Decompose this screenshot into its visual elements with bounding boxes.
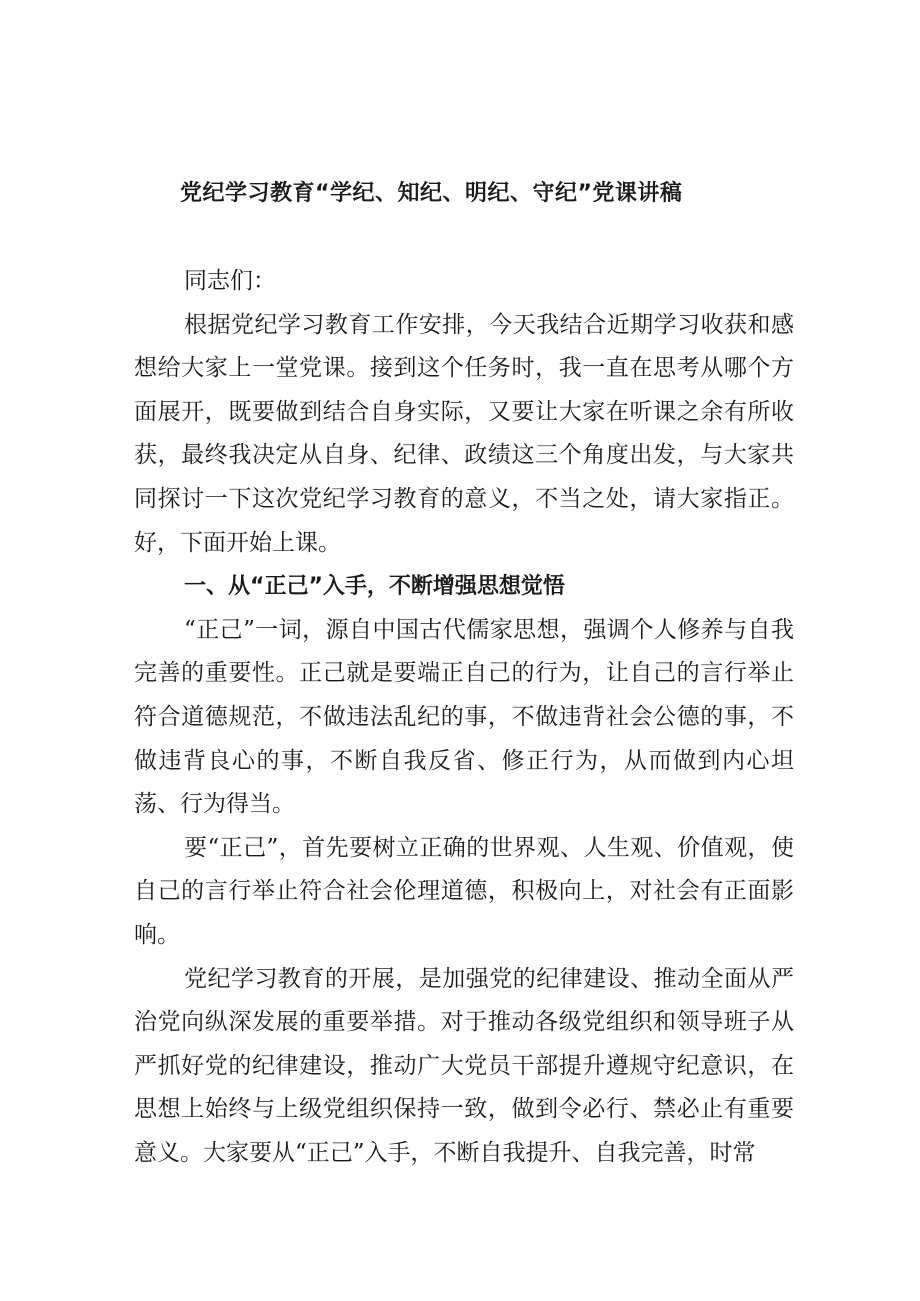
document-body	[134, 260, 794, 1175]
section-paragraph-2: 要“正己”，首先要树立正确的世界观、人生观、价值观，使自己的言行举止符合社会伦理道德，积极向上，对社会有正面影响。	[134, 834, 794, 948]
section-paragraph-3: 党纪学习教育的开展，是加强党的纪律建设、推动全面从严治党向纵深发展的重要举措。对于推动各级党组织和领导班子从严抓好党的纪律建设，推动广大党员干部提升遵规守纪意识，在思想上始终与上级党组织保持一致，做到令必行、禁必止有重要意义。大家要从“正己”入手，不断自我提升、自我完善，时常	[134, 965, 794, 1166]
section-paragraph-1: “正己”一词，源自中国古代儒家思想，强调个人修养与自我完善的重要性。正己就是要端正自己的行为，让自己的言行举止符合道德规范，不做违法乱纪的事，不做违背社会公德的事，不做违背良心的事，不断自我反省、修正行为，从而做到内心坦荡、行为得当。	[134, 616, 794, 818]
section-heading: 一、从“正己”入手，不断增强思想觉悟	[184, 574, 565, 600]
salutation: 同志们：	[184, 268, 276, 294]
intro-paragraph: 根据党纪学习教育工作安排，今天我结合近期学习收获和感想给大家上一堂党课。接到这个任务时，我一直在思考从哪个方面展开，既要做到结合自身实际，又要让大家在听课之余有所收获，最终我决定从自身、纪律、政绩这三个角度出发，与大家共同探讨一下这次党纪学习教育的意义，不当之处，请大家指正。好，下面开始上课。	[134, 311, 794, 556]
document-title: 党纪学习教育“学纪、知纪、明纪、守纪”党课讲稿	[180, 181, 683, 206]
